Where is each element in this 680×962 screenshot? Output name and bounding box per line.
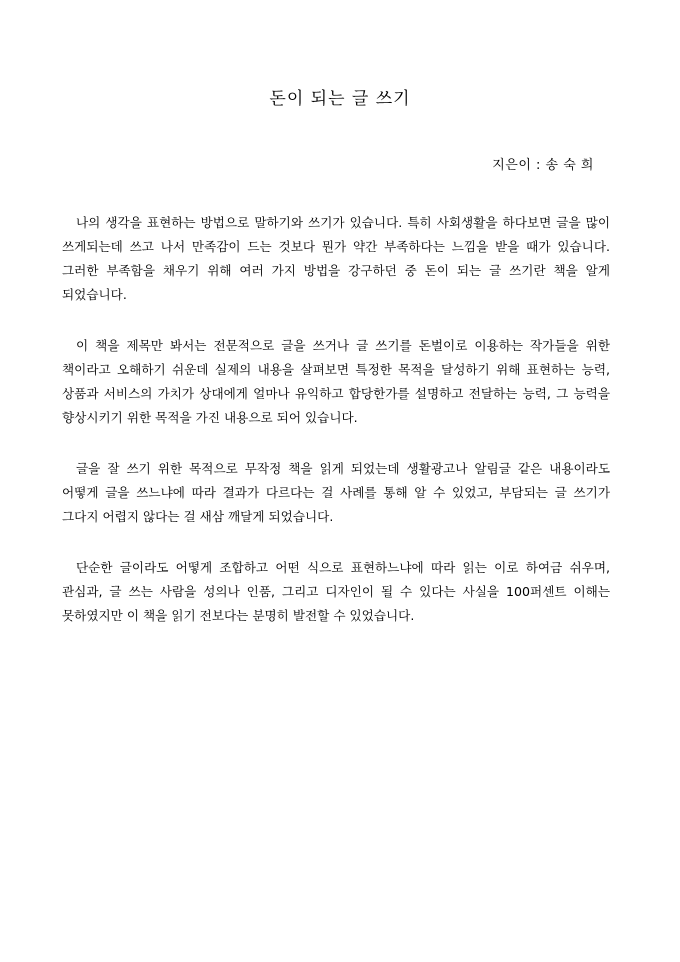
paragraph-3: 글을 잘 쓰기 위한 목적으로 무작정 책을 읽게 되었는데 생활광고나 알림글 같은 내용이라도 어떻게 글을 쓰느냐에 따라 결과가 다르다는 걸 사례를 통해 알 수 있었고, 부담되는 글 쓰기가 그다지 어렵지 않다는 걸 새삼 깨달게 되었습니다. (62, 461, 610, 524)
paragraph-2: 이 책을 제목만 봐서는 전문적으로 글을 쓰거나 글 쓰기를 돈벌이로 이용하는 작가들을 위한 책이라고 오해하기 쉬운데 실제의 내용을 살펴보면 특정한 목적을 달성하기 위해 표현하는 능력, 상품과 서비스의 가치가 상대에게 얼마나 유익하고 합당한가를 설명하고 전달하는 능력, 그 능력을 향상시키기 위한 목적을 가진 내용으로 되어 있습니다. (62, 338, 610, 425)
document-title: 돈이 되는 글 쓰기 (269, 89, 411, 109)
paragraph-4: 단순한 글이라도 어떻게 조합하고 어떤 식으로 표현하느냐에 따라 읽는 이로 하여금 쉬우며, 관심과, 글 쓰는 사람을 성의나 인품, 그리고 디자인이 될 수 있다는 사실을 100퍼센트 이해는 못하였지만 이 책을 읽기 전보다는 분명히 발전할 수 있었습니다. (62, 560, 610, 623)
document-body (62, 211, 610, 655)
author-line: 지은이 : 송 숙 희 (492, 158, 594, 173)
paragraph-1: 나의 생각을 표현하는 방법으로 말하기와 쓰기가 있습니다. 특히 사회생활을 하다보면 글을 많이 쓰게되는데 쓰고 나서 만족감이 드는 것보다 뭔가 약간 부족하다는 느낌을 받을 때가 있습니다. 그러한 부족함을 채우기 위해 여러 가지 방법을 강구하던 중 돈이 되는 글 쓰기란 책을 알게 되었습니다. (62, 215, 610, 302)
